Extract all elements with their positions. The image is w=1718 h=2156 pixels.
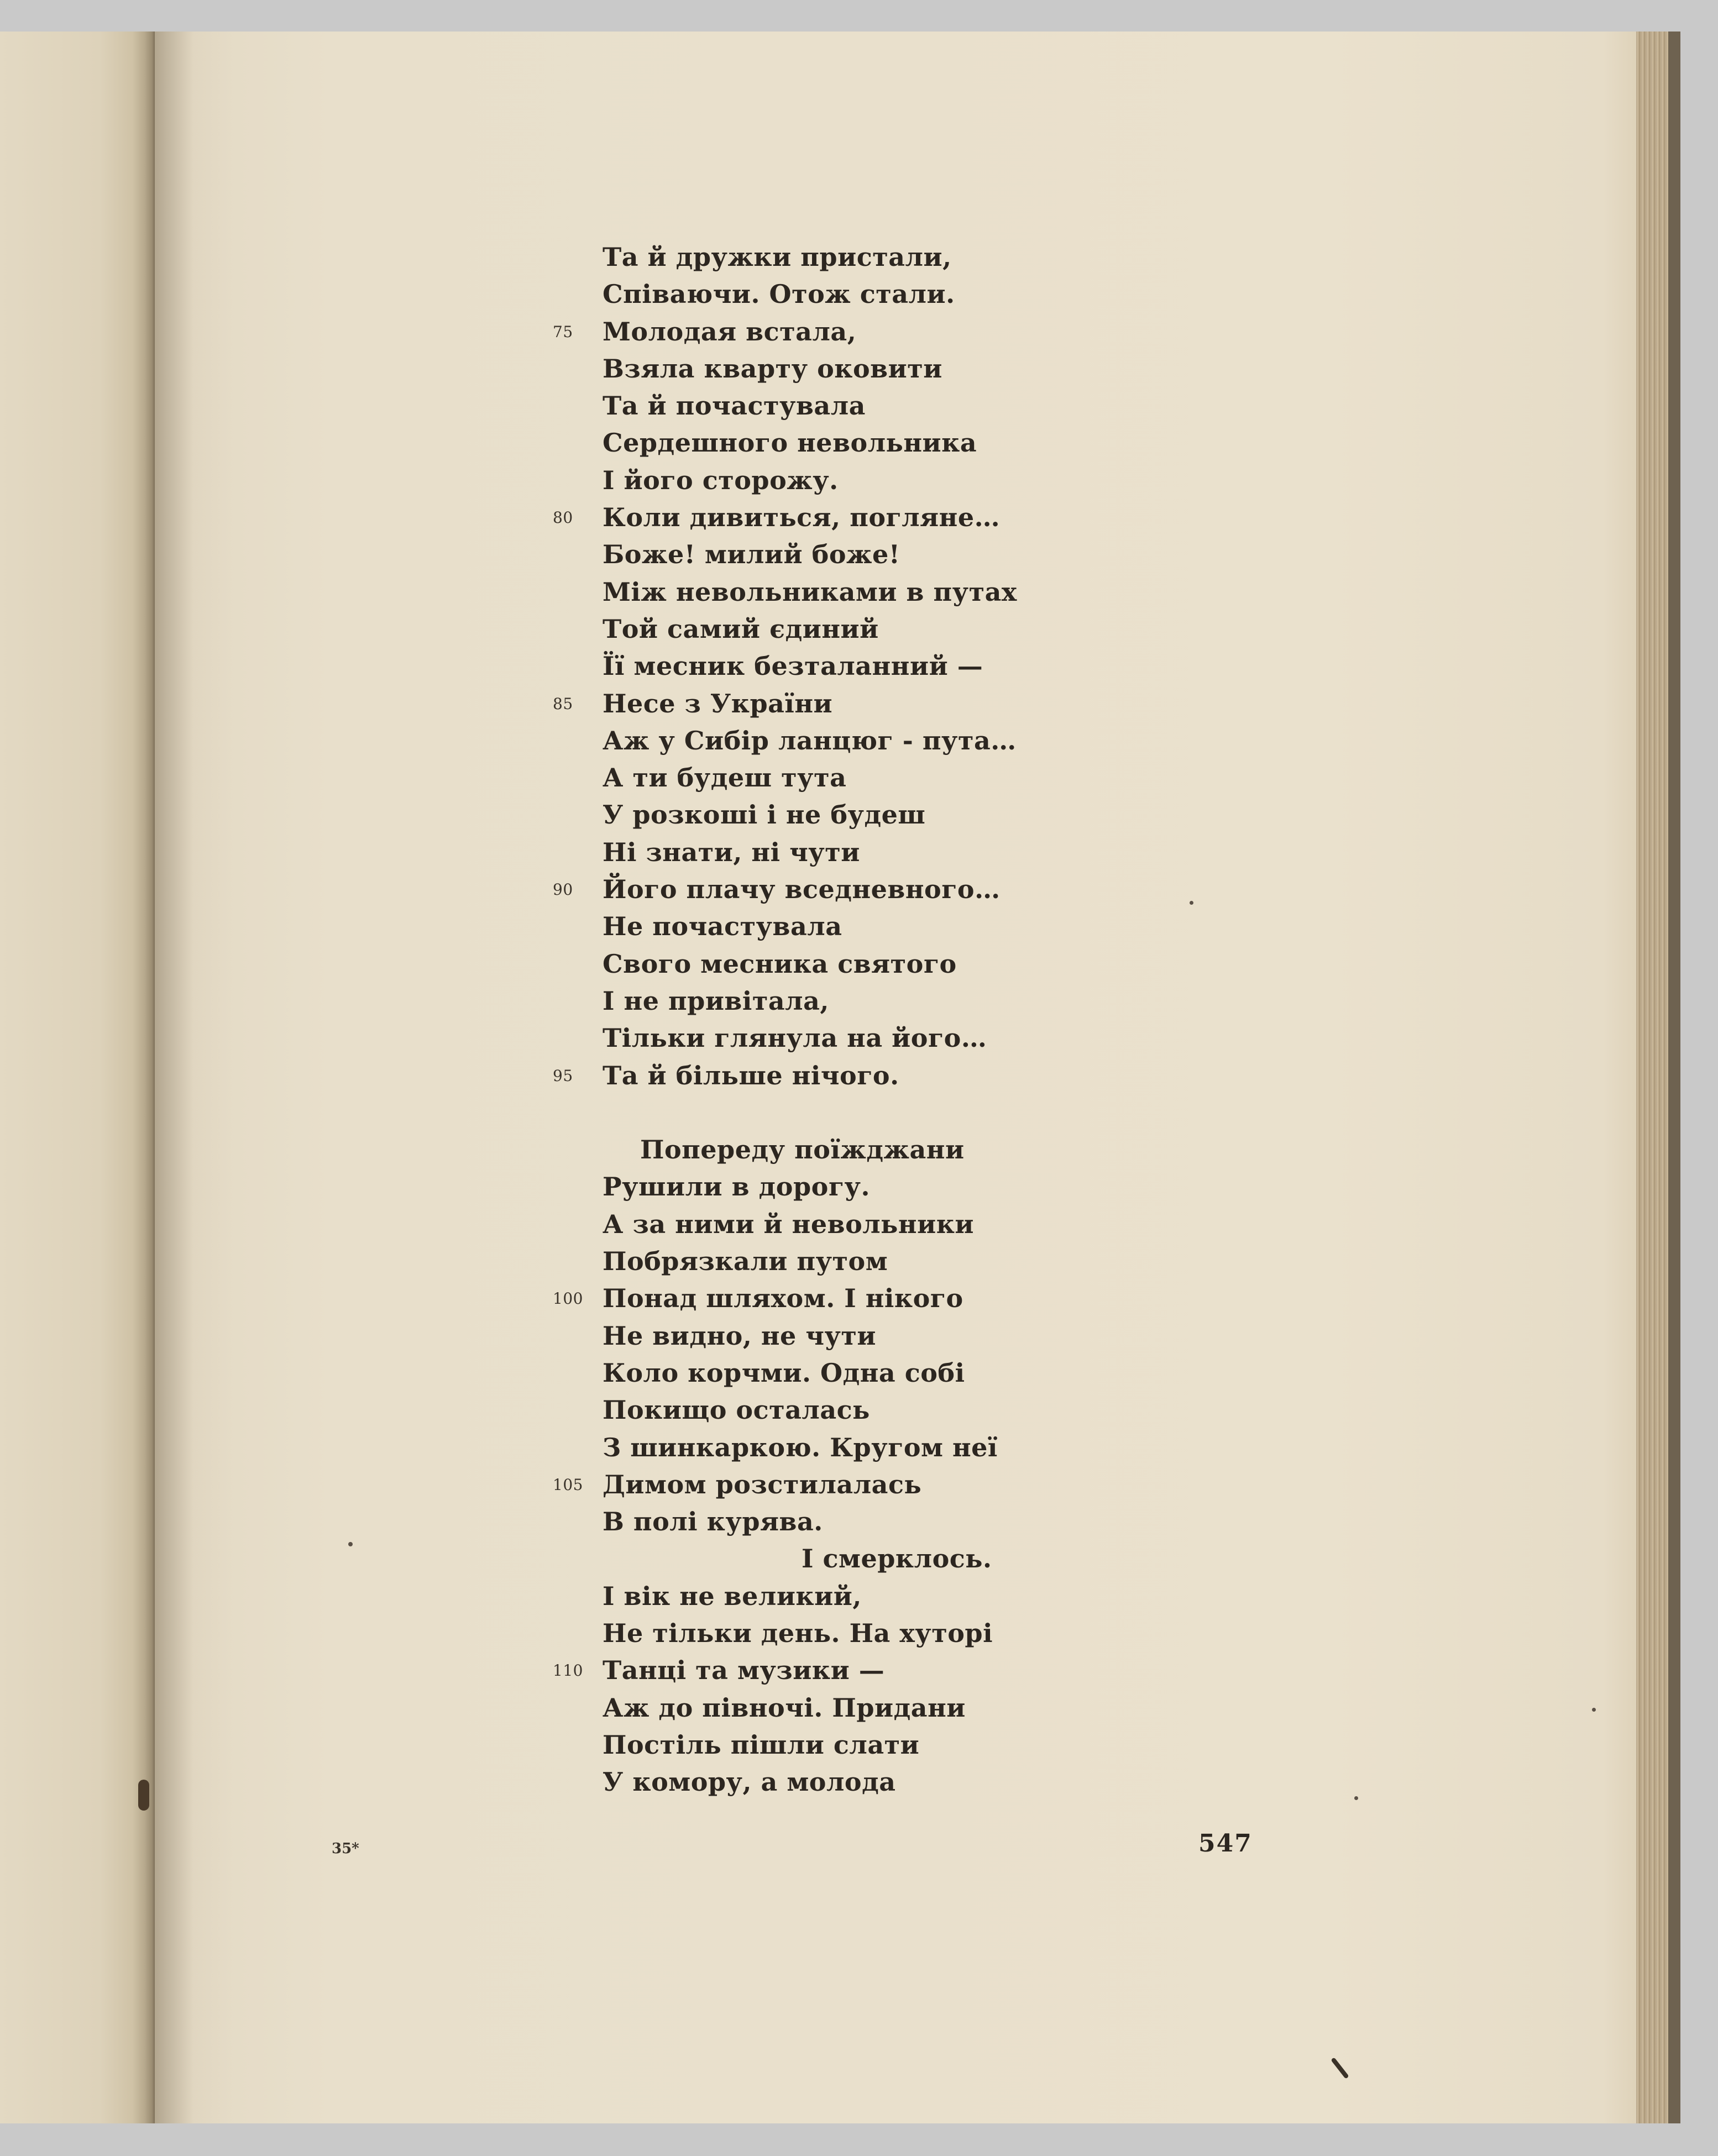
verse-text: Її месник безталанний — [603, 651, 983, 681]
verse-line [603, 759, 1100, 796]
gutter-shadow [155, 32, 232, 2123]
verse-line-stanza-start [603, 1131, 1100, 1168]
verse-line [603, 536, 1100, 573]
signature-mark: 35* [332, 1840, 359, 1857]
verse-text: У розкоші і не будеш [603, 800, 926, 830]
verse-line [603, 1355, 1100, 1392]
verse-text: Коло корчми. Одна собі [603, 1357, 965, 1388]
verse-line [553, 871, 1100, 908]
page-block-edge [1636, 32, 1680, 2123]
verse-text: І вік не великий, [603, 1581, 862, 1611]
verse-line [553, 1057, 1100, 1094]
verse-text: Коли дивиться, погляне… [603, 502, 1001, 533]
verse-line [553, 1280, 1100, 1317]
verse-line [553, 1466, 1100, 1503]
line-number: 100 [553, 1289, 583, 1308]
stanza-2 [553, 1168, 1100, 1540]
verse-line [603, 722, 1100, 759]
verse-text: Аж до півночі. Придани [603, 1692, 966, 1723]
verse-line [603, 1318, 1100, 1355]
verse-text: Димом розстилалась [603, 1469, 922, 1499]
verse-line [603, 239, 1100, 276]
verse-text: Взяла кварту оковити [603, 353, 942, 384]
verse-line [603, 1168, 1100, 1205]
verse-text: Свого месника святого [603, 948, 957, 979]
verse-text: Та й більше нічого. [603, 1060, 899, 1090]
verse-line [603, 796, 1100, 833]
poem-text [553, 239, 1100, 1801]
verse-text: Співаючи. Отож стали. [603, 279, 955, 310]
verse-line [603, 1503, 1100, 1540]
verse-text: Несе з України [603, 688, 833, 718]
paper-speck [348, 1542, 353, 1546]
verse-line [603, 276, 1100, 313]
verse-text: Той самий єдиний [603, 613, 879, 644]
verse-text: Та й почастувала [603, 391, 866, 421]
verse-text: І його сторожу. [603, 465, 839, 495]
verse-text: Не тільки день. На хуторі [603, 1618, 993, 1648]
paper-speck [1354, 1796, 1358, 1800]
verse-text: Ні знати, ні чути [603, 837, 860, 867]
verse-text: Не почастувала [603, 911, 842, 942]
verse-line-right-aligned [603, 1540, 1100, 1577]
line-number: 90 [553, 880, 573, 899]
line-number: 75 [553, 322, 573, 341]
line-number: 110 [553, 1661, 583, 1680]
verse-line [603, 983, 1100, 1020]
verse-text: Його плачу вседневного… [603, 874, 1001, 905]
verse-text: Аж у Сибір ланцюг - пута… [603, 725, 1017, 756]
paper-speck [1592, 1708, 1596, 1712]
verse-text: Танці та музики — [603, 1655, 885, 1686]
left-page-edge [0, 32, 155, 2123]
verse-line [603, 574, 1100, 611]
verse-text: Тільки глянула на його… [603, 1023, 987, 1053]
verse-text: І смерклось. [802, 1544, 992, 1574]
verse-line [603, 1020, 1100, 1057]
verse-line [603, 908, 1100, 945]
verse-line [603, 611, 1100, 648]
verse-text: Понад шляхом. І нікого [603, 1283, 963, 1314]
verse-line [603, 1429, 1100, 1466]
verse-line [603, 1392, 1100, 1429]
verse-line [553, 685, 1100, 722]
verse-line [603, 350, 1100, 387]
verse-line [603, 1690, 1100, 1727]
line-number: 85 [553, 694, 573, 713]
verse-line [553, 313, 1100, 350]
page-number: 547 [1198, 1829, 1253, 1858]
verse-line [603, 1764, 1100, 1801]
verse-line [553, 499, 1100, 536]
paper-speck [138, 1780, 149, 1811]
verse-text: Рушили в дорогу. [603, 1172, 870, 1202]
verse-text: А за ними й невольники [603, 1209, 975, 1239]
verse-text: Сердешного невольника [603, 428, 977, 458]
verse-text: Та й дружки пристали, [603, 242, 952, 272]
verse-text: Між невольниками в путах [603, 576, 1017, 607]
verse-line [603, 1615, 1100, 1652]
verse-text: В полі курява. [603, 1507, 823, 1537]
verse-line [603, 1578, 1100, 1615]
verse-line [603, 1243, 1100, 1280]
verse-text: А ти будеш тута [603, 763, 847, 793]
verse-text: Покищо осталась [603, 1395, 870, 1425]
line-number: 95 [553, 1066, 573, 1085]
verse-text: Молодая встала, [603, 316, 857, 347]
verse-text: З шинкаркою. Кругом неї [603, 1432, 998, 1462]
verse-line [603, 462, 1100, 499]
verse-text: Постіль пішли слати [603, 1729, 920, 1760]
verse-line [603, 946, 1100, 983]
verse-line [603, 1727, 1100, 1764]
paper-speck [1190, 901, 1193, 905]
verse-line [603, 424, 1100, 461]
verse-line [603, 834, 1100, 871]
verse-line [603, 1206, 1100, 1243]
line-number: 105 [553, 1475, 583, 1494]
verse-line [603, 648, 1100, 685]
line-number: 80 [553, 508, 573, 527]
verse-line [553, 1652, 1100, 1689]
verse-text: Боже! милий боже! [603, 539, 900, 570]
verse-text: У комору, а молода [603, 1767, 896, 1797]
verse-text: Не видно, не чути [603, 1320, 877, 1351]
verse-text: Попереду поїжджани [640, 1135, 965, 1165]
stanza-gap [603, 1094, 1100, 1131]
stanza-3 [553, 1578, 1100, 1801]
stanza-1 [553, 239, 1100, 1094]
verse-text: І не привітала, [603, 985, 829, 1016]
verse-text: Побрязкали путом [603, 1246, 888, 1277]
verse-line [603, 387, 1100, 424]
